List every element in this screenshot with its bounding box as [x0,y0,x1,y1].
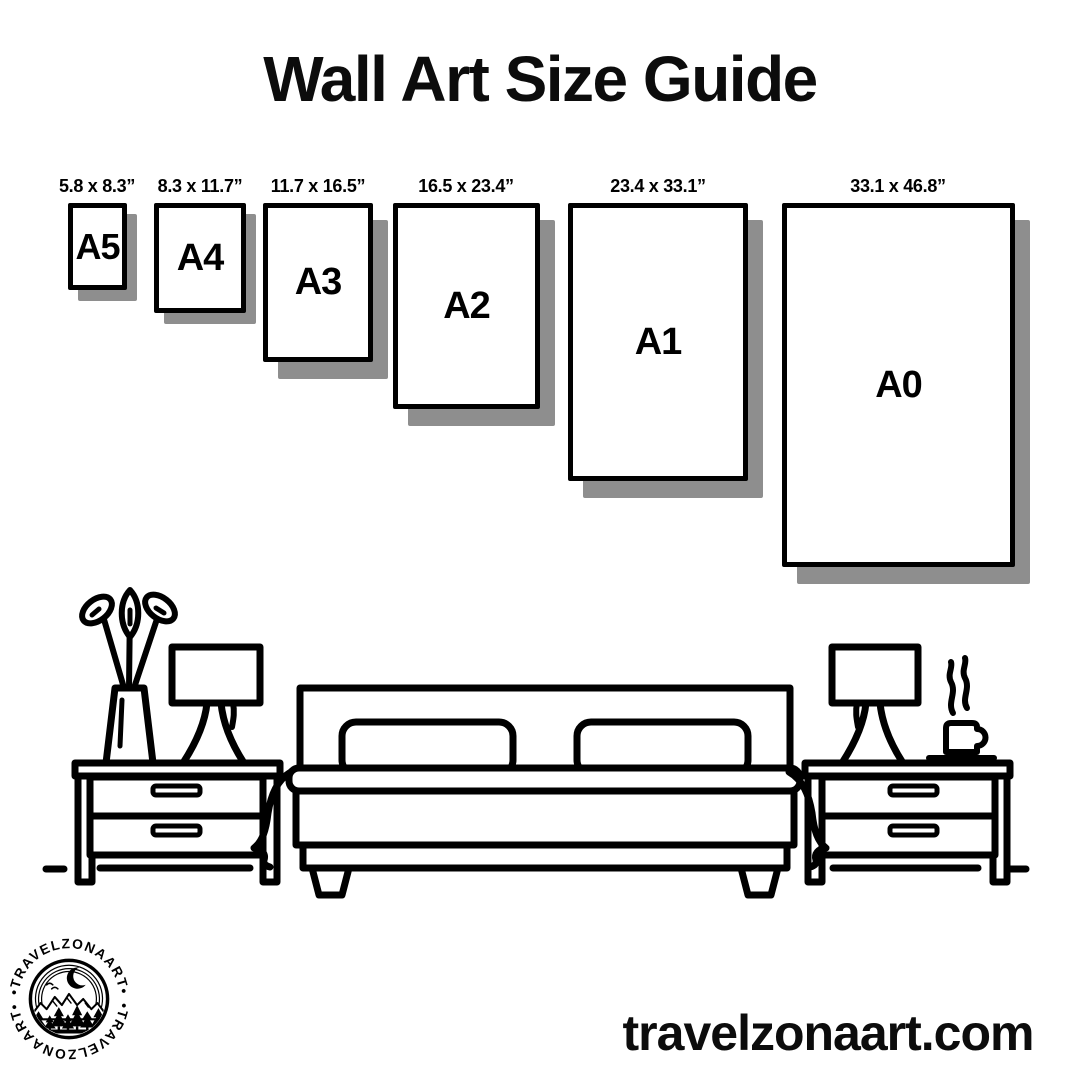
size-box-a4 [154,203,246,313]
size-box-a5 [68,203,127,290]
bedroom-illustration [0,580,1080,910]
size-label-a5: A5 [75,225,120,267]
size-dimensions-a1: 23.4 x 33.1” [610,176,706,196]
size-dimensions-a3: 11.7 x 16.5” [270,176,366,196]
logo-arc-text-bottom: •TRAVELZONAART• [6,1002,132,1062]
table-lamp-right-icon [832,647,918,763]
size-label-a0: A0 [875,363,922,406]
plant-icon [77,589,180,763]
size-box-a3 [263,203,373,362]
size-dimensions-a0: 33.1 x 46.8” [850,176,946,196]
size-box-a1 [568,203,748,481]
size-label-a1: A1 [634,320,682,363]
bed-icon [254,688,826,895]
size-dimensions-a2: 16.5 x 23.4” [418,176,514,196]
size-box-a2 [393,203,540,409]
nightstand-right-icon [805,763,1010,882]
size-label-a2: A2 [443,284,490,327]
logo-arc-text-top: •TRAVELZONAART• [6,936,132,996]
website-url: travelzonaart.com [622,1005,1034,1061]
brand-logo [4,932,134,1066]
size-box-a0 [782,203,1015,567]
page-title: Wall Art Size Guide [263,43,817,115]
size-label-a3: A3 [294,261,342,303]
size-dimensions-a5: 5.8 x 8.3” [58,176,136,196]
size-label-a4: A4 [176,236,224,279]
coffee-cup-icon [929,658,994,758]
nightstand-left-icon [75,763,280,882]
table-lamp-left-icon [172,647,260,763]
size-dimensions-a4: 8.3 x 11.7” [157,176,243,196]
